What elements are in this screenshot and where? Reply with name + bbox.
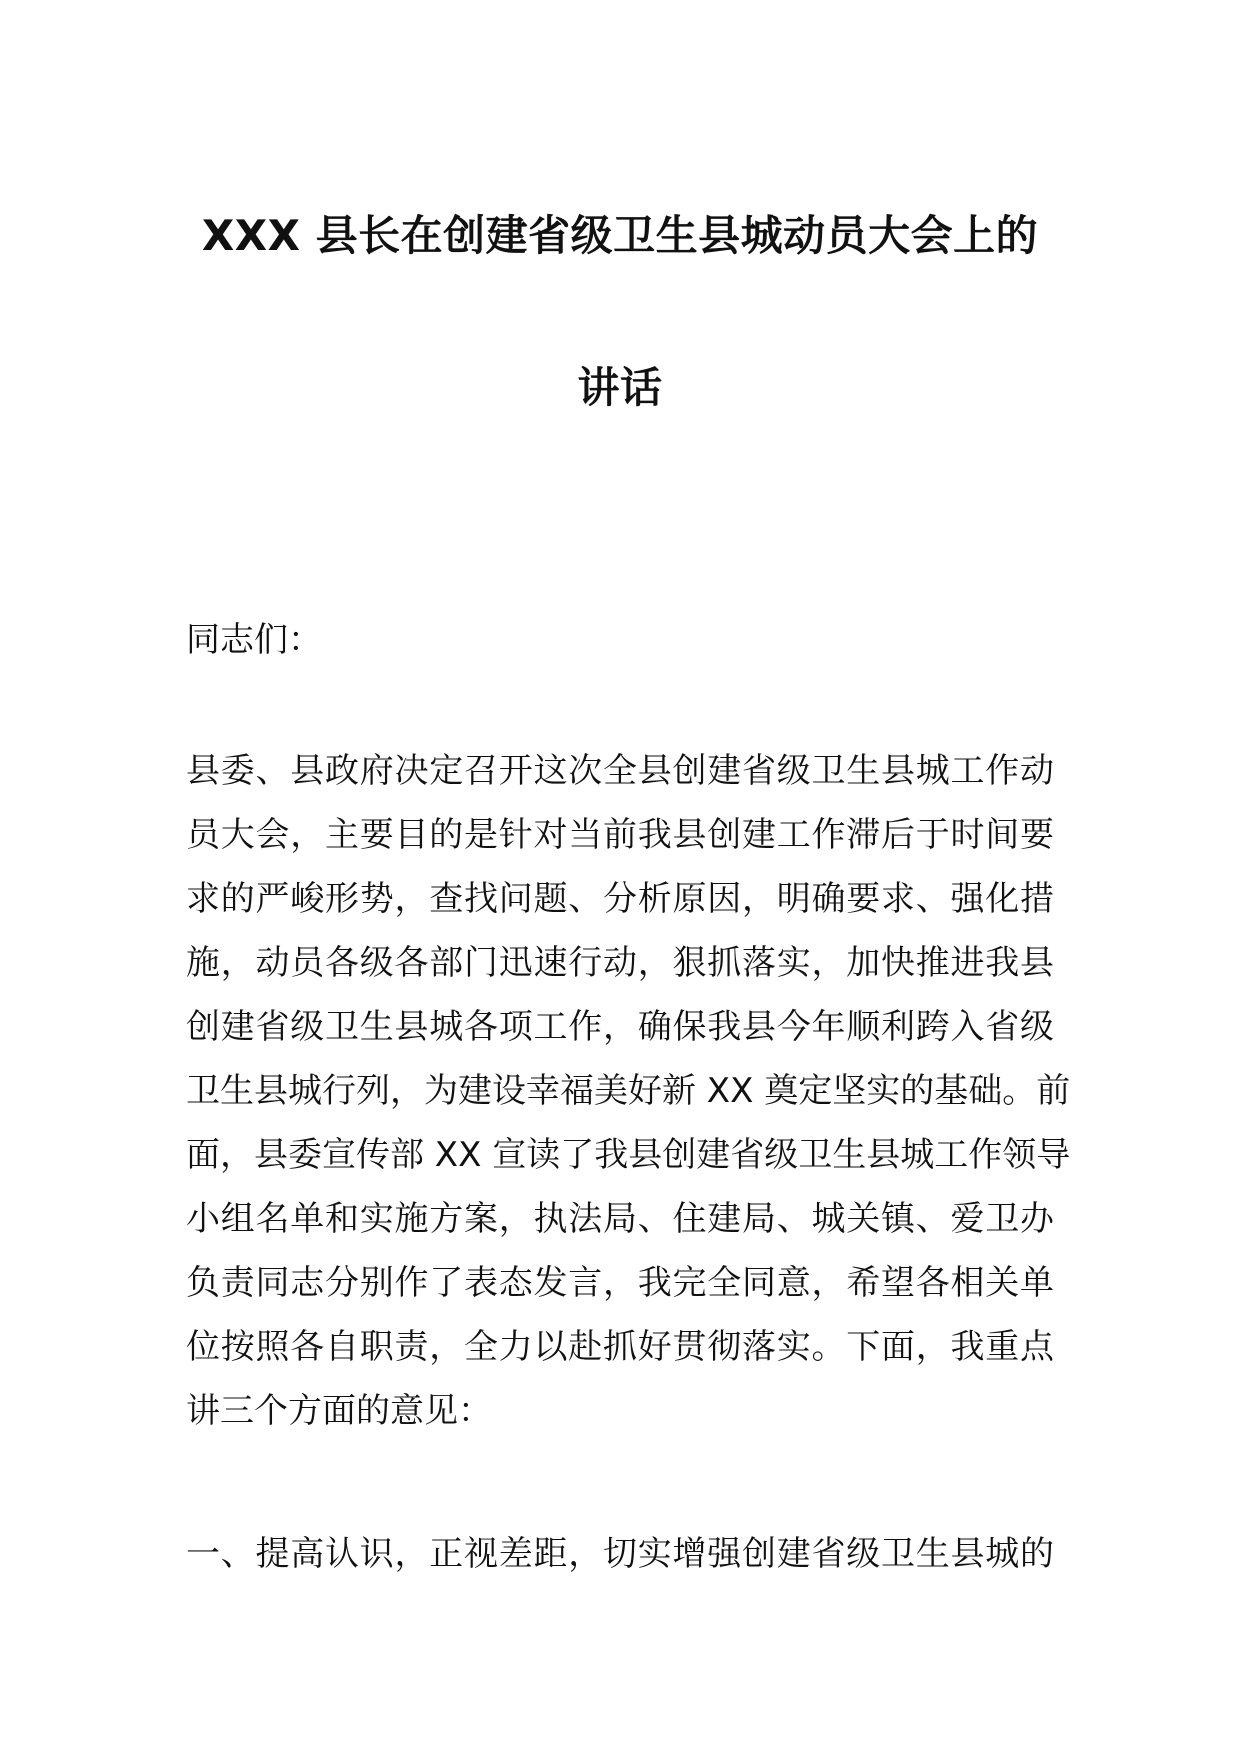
paragraph-line: 小组名单和实施方案，执法局、住建局、城关镇、爱卫办: [186, 1199, 1054, 1239]
paragraph-line: 求的严峻形势，查找问题、分析原因，明确要求、强化措: [186, 879, 1054, 919]
paragraph-line: 讲三个方面的意见：: [186, 1391, 492, 1431]
paragraph-line: 卫生县城行列，为建设幸福美好新 XX 奠定坚实的基础。前: [186, 1071, 1071, 1111]
paragraph-line: 施，动员各级各部门迅速行动，狠抓落实，加快推进我县: [186, 943, 1054, 983]
paragraph-line: 县委、县政府决定召开这次全县创建省级卫生县城工作动: [186, 751, 1054, 791]
paragraph-line: 创建省级卫生县城各项工作，确保我县今年顺利跨入省级: [186, 1007, 1054, 1047]
section-1-heading: 一、提高认识，正视差距，切实增强创建省级卫生县城的: [186, 1534, 1054, 1574]
document-title-line-2: 讲话: [577, 363, 663, 412]
paragraph-1: [186, 739, 1071, 1443]
paragraph-line: 位按照各自职责，全力以赴抓好贯彻落实。下面，我重点: [186, 1327, 1054, 1367]
salutation: 同志们：: [186, 620, 322, 660]
paragraph-line: 负责同志分别作了表态发言，我完全同意，希望各相关单: [186, 1263, 1054, 1303]
paragraph-line: 员大会，主要目的是针对当前我县创建工作滞后于时间要: [186, 815, 1054, 855]
document-title-line-1: XXX 县长在创建省级卫生县城动员大会上的: [201, 211, 1039, 260]
paragraph-line: 面，县委宣传部 XX 宣读了我县创建省级卫生县城工作领导: [186, 1135, 1071, 1175]
